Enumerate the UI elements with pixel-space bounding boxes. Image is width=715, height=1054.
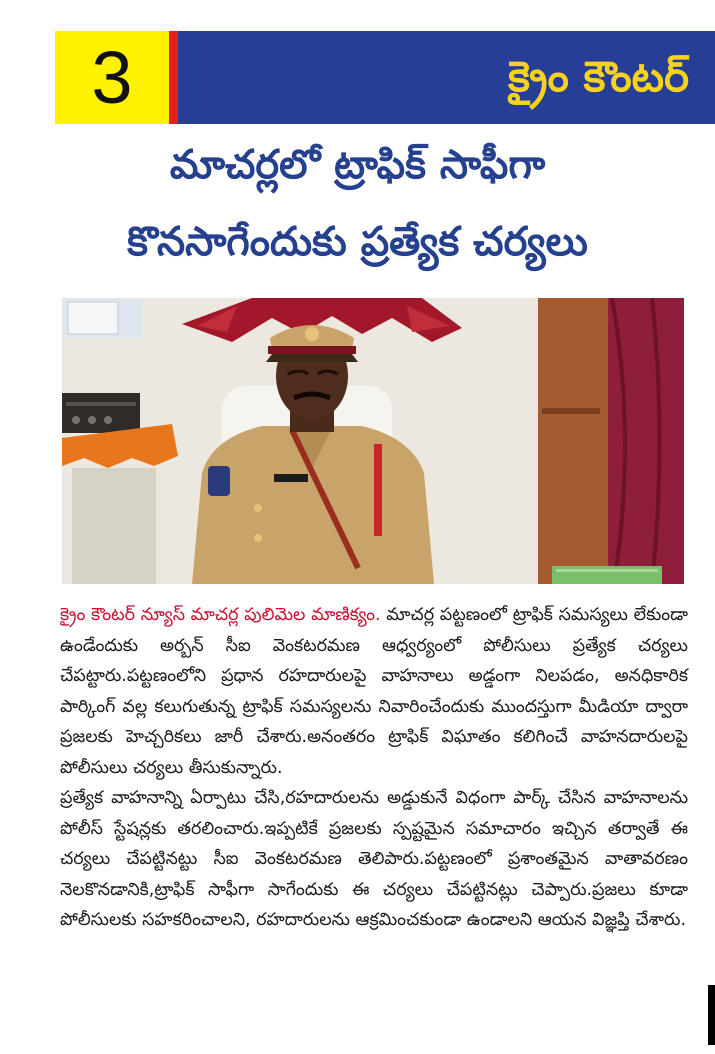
headline-line-2: కొనసాగేందుకు ప్రత్యేక చర్యలు xyxy=(127,219,588,265)
news-photo xyxy=(62,298,684,584)
article-byline: క్రైం కౌంటర్ న్యూస్ మాచర్ల పులిమెల మాణిక్యం. xyxy=(60,605,381,625)
article-body xyxy=(60,600,688,936)
page-edge-mark xyxy=(708,985,715,1045)
headline-line-1: మాచర్లలో ట్రాఫిక్ సాఫీగా xyxy=(169,142,546,188)
article-paragraph-2: ప్రత్యేక వాహనాన్ని ఏర్పాటు చేసి,రహదారులను అడ్డుకునే విధంగా పార్క్ చేసిన వాహనాలను పోలీస్ స్టేషన్లకు తరలించారు.ఇప్పటికే ప్రజలకు స్పష్టమైన సమాచారం ఇచ్చిన తర్వాతే ఈ చర్యలు చేపట్టినట్టు సీఐ వెంకటరమణ తెలిపారు.పట్టణంలో ప్రశాంతమైన వాతావరణం నెలకొనడానికి,ట్రాఫిక్ సాఫీగా సాగేందుకు ఈ చర్యలు చేపట్టినట్లు చెప్పారు.ప్రజలు కూడా పోలీసులకు సహకరించాలని, రహదారులను ఆక్రమించకుండా ఉండాలని ఆయన విజ్ఞప్తి చేశారు. xyxy=(60,788,688,930)
header-divider-stripe xyxy=(169,31,178,124)
page-number-badge: 3 xyxy=(55,31,169,124)
article-paragraph-1-text: మాచర్ల పట్టణంలో ట్రాఫిక్ సమస్యలు లేకుండా ఉండేందుకు అర్బన్ సీఐ వెంకటరమణ ఆధ్వర్యంలో పోలీసులు ప్రత్యేక చర్యలు చేపట్టారు.పట్టణంలోని ప్రధాన రహదారులపై వాహనాలు అడ్డంగా నిలపడం, అనధికారిక పార్కింగ్ వల్ల కలుగుతున్న ట్రాఫిక్ సమస్యలను నివారించేందుకు ముందస్తుగా మీడియా ద్వారా ప్రజలకు హెచ్చరికలు జారీ చేశారు.అనంతరం ట్రాఫిక్ విఘాతం కలిగించే వాహనదారులపై పోలీసులు చర్యలు తీసుకున్నారు. xyxy=(60,605,688,778)
header-bar xyxy=(178,31,715,124)
section-title: క్రైం కౌంటర్ xyxy=(508,52,689,101)
article-paragraph-1 xyxy=(60,600,688,783)
